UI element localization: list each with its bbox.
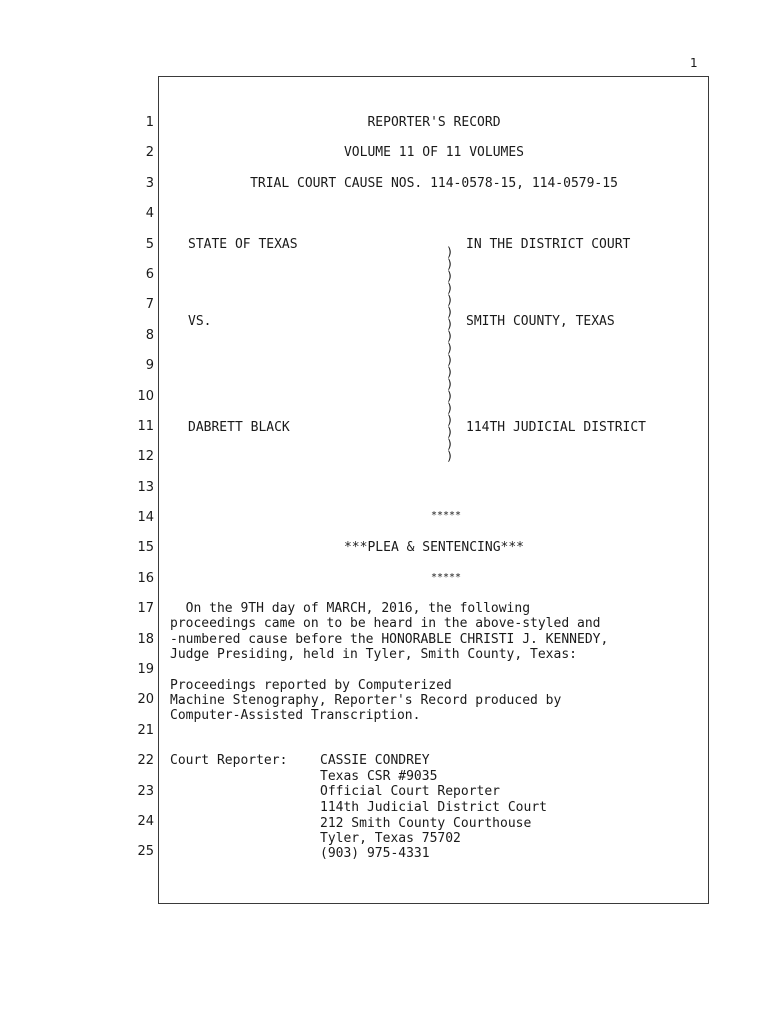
body-line: -numbered cause before the HONORABLE CHRISTI J. KENNEDY, bbox=[170, 632, 609, 647]
line-number: 8 bbox=[145, 328, 154, 343]
line-number: 4 bbox=[145, 206, 154, 221]
caption-court: IN THE DISTRICT COURT bbox=[466, 237, 631, 252]
line-number: 17 bbox=[137, 601, 154, 616]
line-number: 1 bbox=[145, 115, 154, 130]
reporter-line: CASSIE CONDREY bbox=[320, 753, 430, 768]
line-number: 9 bbox=[145, 358, 154, 373]
reporter-line: (903) 975-4331 bbox=[320, 846, 430, 861]
line-number: 11 bbox=[137, 419, 154, 434]
method-line: Machine Stenography, Reporter's Record produced by bbox=[170, 693, 562, 708]
record-title: REPORTER'S RECORD bbox=[367, 115, 501, 130]
method-line: Computer-Assisted Transcription. bbox=[170, 708, 421, 723]
caption-state: STATE OF TEXAS bbox=[188, 237, 298, 252]
line-number: 24 bbox=[137, 814, 154, 829]
stars-bottom: ***** bbox=[430, 572, 462, 583]
line-number: 3 bbox=[145, 176, 154, 191]
reporter-line: 212 Smith County Courthouse bbox=[320, 816, 532, 831]
caption-defendant: DABRETT BLACK bbox=[188, 420, 290, 435]
line-number: 2 bbox=[145, 145, 154, 160]
reporter-label: Court Reporter: bbox=[170, 753, 288, 768]
line-number: 12 bbox=[137, 449, 154, 464]
caption-county: SMITH COUNTY, TEXAS bbox=[466, 314, 615, 329]
body-line: On the 9TH day of MARCH, 2016, the following bbox=[170, 601, 531, 616]
cause-numbers: TRIAL COURT CAUSE NOS. 114-0578-15, 114-0579-15 bbox=[250, 176, 618, 191]
caption-vs: VS. bbox=[188, 314, 212, 329]
reporter-line: Texas CSR #9035 bbox=[320, 769, 438, 784]
line-number: 6 bbox=[145, 267, 154, 282]
page-number: 1 bbox=[690, 56, 698, 70]
line-number: 15 bbox=[137, 540, 154, 555]
line-number: 21 bbox=[137, 723, 154, 738]
body-line: proceedings came on to be heard in the above-styled and bbox=[170, 616, 601, 631]
line-number: 20 bbox=[137, 692, 154, 707]
line-number: 22 bbox=[137, 753, 154, 768]
line-number: 7 bbox=[145, 297, 154, 312]
line-number: 19 bbox=[137, 662, 154, 677]
reporter-line: Official Court Reporter bbox=[320, 784, 501, 799]
line-number: 16 bbox=[137, 571, 154, 586]
reporter-line: Tyler, Texas 75702 bbox=[320, 831, 461, 846]
proceeding-title: ***PLEA & SENTENCING*** bbox=[343, 540, 524, 555]
line-number: 18 bbox=[137, 632, 154, 647]
line-number: 25 bbox=[137, 844, 154, 859]
volume-line: VOLUME 11 OF 11 VOLUMES bbox=[343, 145, 524, 160]
line-number: 13 bbox=[137, 480, 154, 495]
caption-divider: ) ) ) ) ) ) ) ) ) ) ) ) ) ) ) ) ) ) bbox=[446, 245, 454, 463]
line-number: 10 bbox=[137, 389, 154, 404]
line-number: 14 bbox=[137, 510, 154, 525]
line-number: 23 bbox=[137, 784, 154, 799]
reporter-line: 114th Judicial District Court bbox=[320, 800, 547, 815]
caption-district: 114TH JUDICIAL DISTRICT bbox=[466, 420, 647, 435]
method-line: Proceedings reported by Computerized bbox=[170, 678, 452, 693]
line-number: 5 bbox=[145, 237, 154, 252]
body-line: Judge Presiding, held in Tyler, Smith County, Texas: bbox=[170, 647, 577, 662]
stars-top: ***** bbox=[430, 510, 462, 521]
